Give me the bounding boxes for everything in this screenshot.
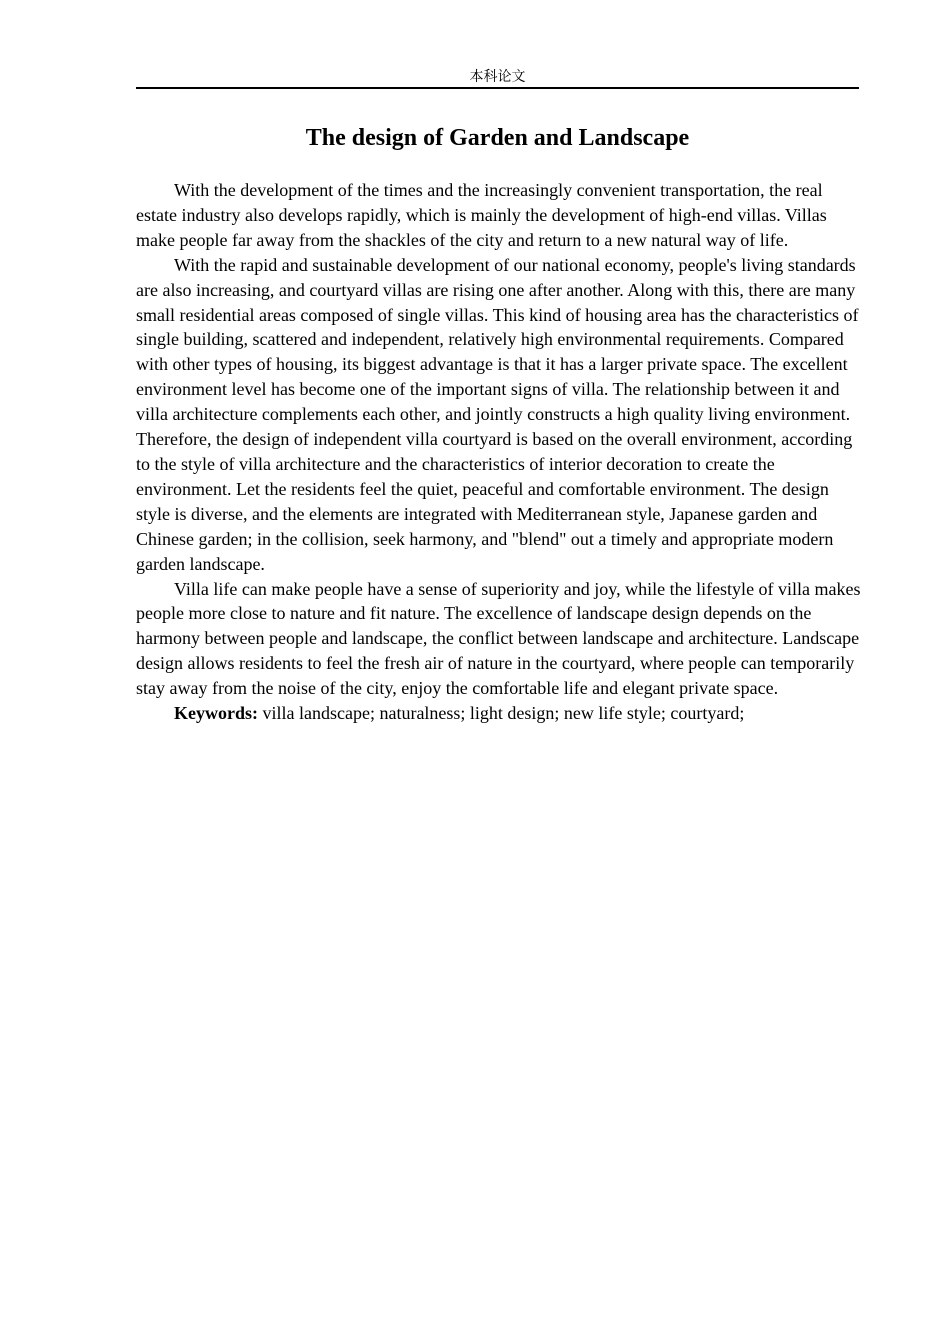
keywords-line <box>136 701 861 726</box>
abstract-paragraph: Villa life can make people have a sense of superiority and joy, while the lifestyle of villa makes people more close to nature and fit nature. The excellence of landscape design depends on the harmony between people and landscape, the conflict between landscape and architecture. Landscape design allows residents to feel the fresh air of nature in the courtyard, where people can temporarily stay away from the noise of the city, enjoy the comfortable life and elegant private space. <box>136 578 861 699</box>
paper-title: The design of Garden and Landscape <box>305 125 690 151</box>
header-rule <box>136 87 859 89</box>
abstract-body <box>136 178 861 726</box>
abstract-paragraph: With the rapid and sustainable development of our national economy, people's living standards are also increasing, and courtyard villas are rising one after another. Along with this, there are many small residential areas composed of single villas. This kind of housing area has the characteristics of single building, scattered and independent, relatively high environmental requirements. Compared with other types of housing, its biggest advantage is that it has a larger private space. The excellent environment level has become one of the important signs of villa. The relationship between it and villa architecture complements each other, and jointly constructs a high quality living environment. Therefore, the design of independent villa courtyard is based on the overall environment, according to the style of villa architecture and the characteristics of interior decoration to create the environment. Let the residents feel the quiet, peaceful and comfortable environment. The design style is diverse, and the elements are integrated with Mediterranean style, Japanese garden and Chinese garden; in the collision, seek harmony, and "blend" out a timely and appropriate modern garden landscape. <box>136 254 859 574</box>
running-header: 本科论文 <box>469 69 526 85</box>
keywords-list: villa landscape; naturalness; light design; new life style; courtyard; <box>258 703 745 724</box>
keywords-label: Keywords: <box>174 703 258 724</box>
abstract-paragraph: With the development of the times and the increasingly convenient transportation, the real estate industry also develops rapidly, which is mainly the development of high-end villas. Villas make people far away from the shackles of the city and return to a new natural way of life. <box>136 180 827 250</box>
